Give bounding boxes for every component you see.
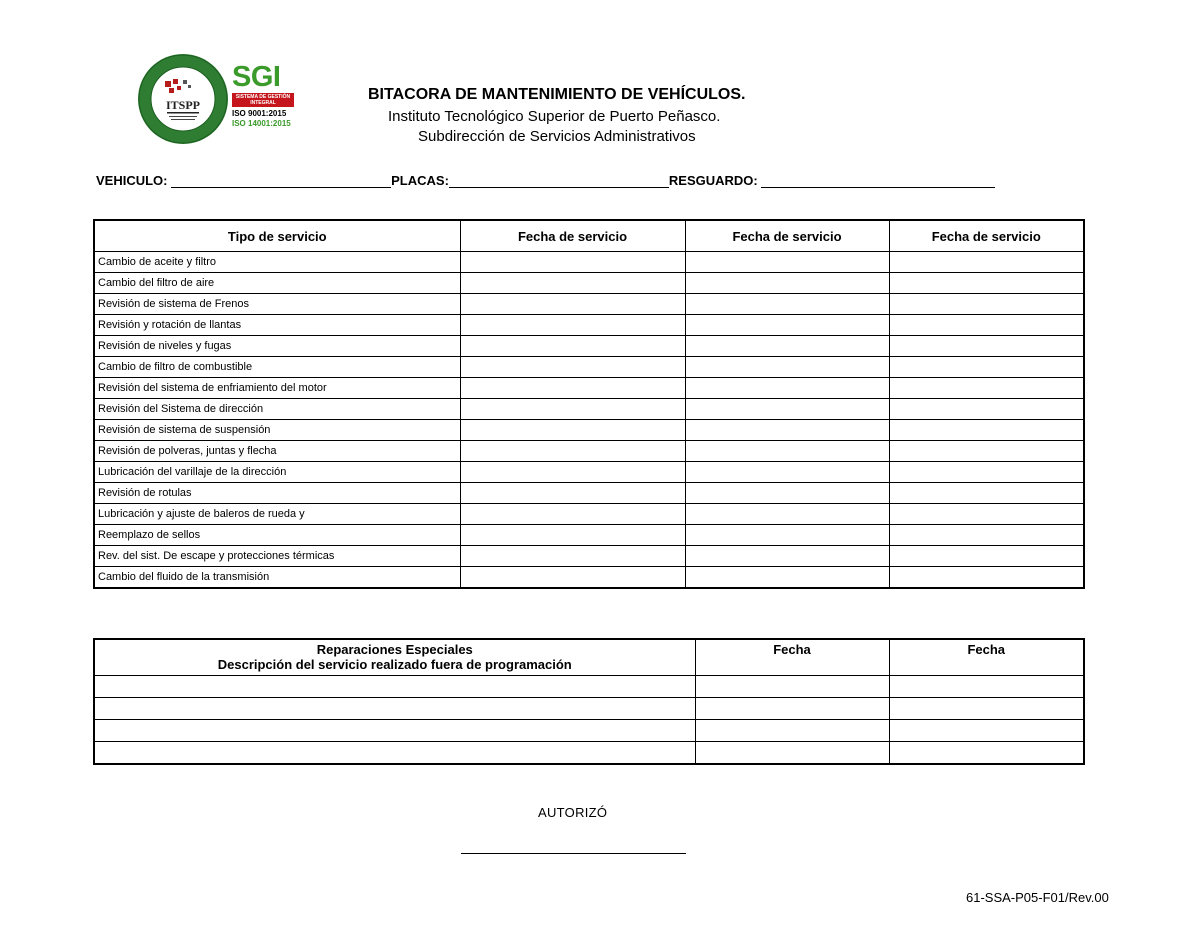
placas-label: PLACAS: (391, 173, 449, 188)
header-tipo-servicio: Tipo de servicio (94, 220, 460, 252)
header-fecha-servicio-1: Fecha de servicio (460, 220, 685, 252)
service-date-cell[interactable] (460, 252, 685, 273)
service-date-cell[interactable] (889, 567, 1084, 589)
resguardo-label: RESGUARDO: (668, 173, 758, 188)
table-row (94, 676, 1084, 698)
service-date-cell[interactable] (685, 315, 889, 336)
service-date-cell[interactable] (685, 462, 889, 483)
service-date-cell[interactable] (685, 504, 889, 525)
table-row (94, 315, 1084, 336)
date-cell[interactable] (889, 720, 1084, 742)
service-date-cell[interactable] (460, 483, 685, 504)
department-name: Subdirección de Servicios Administrativos (418, 128, 696, 145)
special-repairs-header (94, 639, 1084, 676)
date-cell[interactable] (695, 698, 889, 720)
service-type-cell: Revisión de sistema de Frenos (94, 294, 460, 315)
special-repairs-title: Reparaciones Especiales (316, 642, 473, 657)
service-date-cell[interactable] (685, 294, 889, 315)
service-date-cell[interactable] (460, 525, 685, 546)
date-cell[interactable] (695, 742, 889, 765)
table-row (94, 336, 1084, 357)
service-date-cell[interactable] (685, 336, 889, 357)
date-cell[interactable] (889, 698, 1084, 720)
document-code: 61-SSA-P05-F01/Rev.00 (966, 890, 1109, 905)
signature-line[interactable] (461, 853, 686, 854)
service-date-cell[interactable] (460, 315, 685, 336)
service-date-cell[interactable] (460, 441, 685, 462)
service-date-cell[interactable] (889, 546, 1084, 567)
service-date-cell[interactable] (685, 378, 889, 399)
service-type-cell: Revisión de polveras, juntas y flecha (94, 441, 460, 462)
service-type-cell: Lubricación y ajuste de baleros de rueda y (94, 504, 460, 525)
table-row (94, 698, 1084, 720)
table-row (94, 720, 1084, 742)
special-repairs-date-header-2: Fecha (889, 639, 1084, 676)
institute-name: Instituto Tecnológico Superior de Puerto Peñasco. (388, 108, 721, 125)
service-date-cell[interactable] (889, 252, 1084, 273)
service-date-cell[interactable] (460, 420, 685, 441)
service-date-cell[interactable] (889, 294, 1084, 315)
service-type-cell: Lubricación del varillaje de la dirección (94, 462, 460, 483)
sgi-logo-title: SGI (232, 61, 281, 93)
date-cell[interactable] (695, 676, 889, 698)
table-row (94, 357, 1084, 378)
table-row (94, 525, 1084, 546)
service-date-cell[interactable] (685, 525, 889, 546)
description-cell[interactable] (94, 742, 695, 765)
table-row (94, 567, 1084, 589)
service-date-cell[interactable] (685, 252, 889, 273)
service-date-cell[interactable] (460, 378, 685, 399)
service-date-cell[interactable] (685, 483, 889, 504)
special-repairs-body (94, 676, 1084, 765)
service-type-cell: Revisión y rotación de llantas (94, 315, 460, 336)
service-date-cell[interactable] (685, 273, 889, 294)
service-date-cell[interactable] (685, 399, 889, 420)
special-repairs-date-header-1: Fecha (695, 639, 889, 676)
service-date-cell[interactable] (889, 273, 1084, 294)
description-cell[interactable] (94, 698, 695, 720)
resguardo-field[interactable] (761, 174, 995, 188)
vehiculo-field[interactable] (171, 174, 391, 188)
table-row (94, 546, 1084, 567)
service-date-cell[interactable] (889, 420, 1084, 441)
svg-text:ITSPP: ITSPP (165, 98, 201, 112)
service-date-cell[interactable] (460, 294, 685, 315)
service-date-cell[interactable] (889, 441, 1084, 462)
special-repairs-table (93, 638, 1085, 765)
service-date-cell[interactable] (889, 504, 1084, 525)
service-type-cell: Cambio del fluido de la transmisión (94, 567, 460, 589)
service-type-cell: Cambio del filtro de aire (94, 273, 460, 294)
table-row (94, 483, 1084, 504)
service-date-cell[interactable] (685, 441, 889, 462)
table-row (94, 378, 1084, 399)
itspp-seal-logo (137, 53, 229, 145)
date-cell[interactable] (695, 720, 889, 742)
services-table (93, 219, 1085, 589)
services-table-header (94, 220, 1084, 252)
service-type-cell: Revisión del sistema de enfriamiento del motor (94, 378, 460, 399)
service-date-cell[interactable] (889, 462, 1084, 483)
vehicle-fields-row (96, 173, 995, 188)
service-date-cell[interactable] (460, 273, 685, 294)
service-date-cell[interactable] (460, 357, 685, 378)
service-date-cell[interactable] (460, 504, 685, 525)
service-type-cell: Rev. del sist. De escape y protecciones térmicas (94, 546, 460, 567)
special-repairs-subtitle: Descripción del servicio realizado fuera de programación (217, 657, 572, 672)
sgi-logo-iso14001: ISO 14001:2015 (232, 119, 291, 128)
description-cell[interactable] (94, 676, 695, 698)
service-date-cell[interactable] (460, 462, 685, 483)
service-date-cell[interactable] (460, 336, 685, 357)
sgi-logo (232, 63, 294, 135)
table-row (94, 441, 1084, 462)
service-type-cell: Revisión de rotulas (94, 483, 460, 504)
service-type-cell: Cambio de aceite y filtro (94, 252, 460, 273)
service-date-cell[interactable] (889, 315, 1084, 336)
service-date-cell[interactable] (889, 378, 1084, 399)
document-title: BITACORA DE MANTENIMIENTO DE VEHÍCULOS. (368, 86, 746, 103)
service-type-cell: Reemplazo de sellos (94, 525, 460, 546)
service-date-cell[interactable] (460, 546, 685, 567)
service-date-cell[interactable] (889, 483, 1084, 504)
service-date-cell[interactable] (460, 567, 685, 589)
service-date-cell[interactable] (889, 357, 1084, 378)
date-cell[interactable] (889, 676, 1084, 698)
sgi-logo-band: SISTEMA DE GESTIÓN INTEGRAL (232, 93, 294, 107)
table-row (94, 742, 1084, 765)
vehiculo-label: VEHICULO: (96, 173, 168, 188)
header-fecha-servicio-2: Fecha de servicio (685, 220, 889, 252)
description-cell[interactable] (94, 720, 695, 742)
autorizo-label: AUTORIZÓ (538, 805, 608, 820)
service-date-cell[interactable] (889, 525, 1084, 546)
sgi-logo-iso9001: ISO 9001:2015 (232, 109, 287, 118)
table-row (94, 294, 1084, 315)
table-row (94, 399, 1084, 420)
service-type-cell: Revisión de sistema de suspensión (94, 420, 460, 441)
special-repairs-description-header (94, 639, 695, 676)
table-row (94, 504, 1084, 525)
service-type-cell: Revisión de niveles y fugas (94, 336, 460, 357)
table-row (94, 252, 1084, 273)
date-cell[interactable] (889, 742, 1084, 765)
table-row (94, 420, 1084, 441)
table-row (94, 462, 1084, 483)
service-date-cell[interactable] (685, 420, 889, 441)
service-date-cell[interactable] (460, 399, 685, 420)
service-date-cell[interactable] (685, 567, 889, 589)
service-date-cell[interactable] (889, 336, 1084, 357)
service-type-cell: Cambio de filtro de combustible (94, 357, 460, 378)
header-fecha-servicio-3: Fecha de servicio (889, 220, 1084, 252)
placas-field[interactable] (449, 174, 669, 188)
service-type-cell: Revisión del Sistema de dirección (94, 399, 460, 420)
table-row (94, 273, 1084, 294)
service-date-cell[interactable] (685, 357, 889, 378)
service-date-cell[interactable] (685, 546, 889, 567)
service-date-cell[interactable] (889, 399, 1084, 420)
services-table-body (94, 252, 1084, 589)
